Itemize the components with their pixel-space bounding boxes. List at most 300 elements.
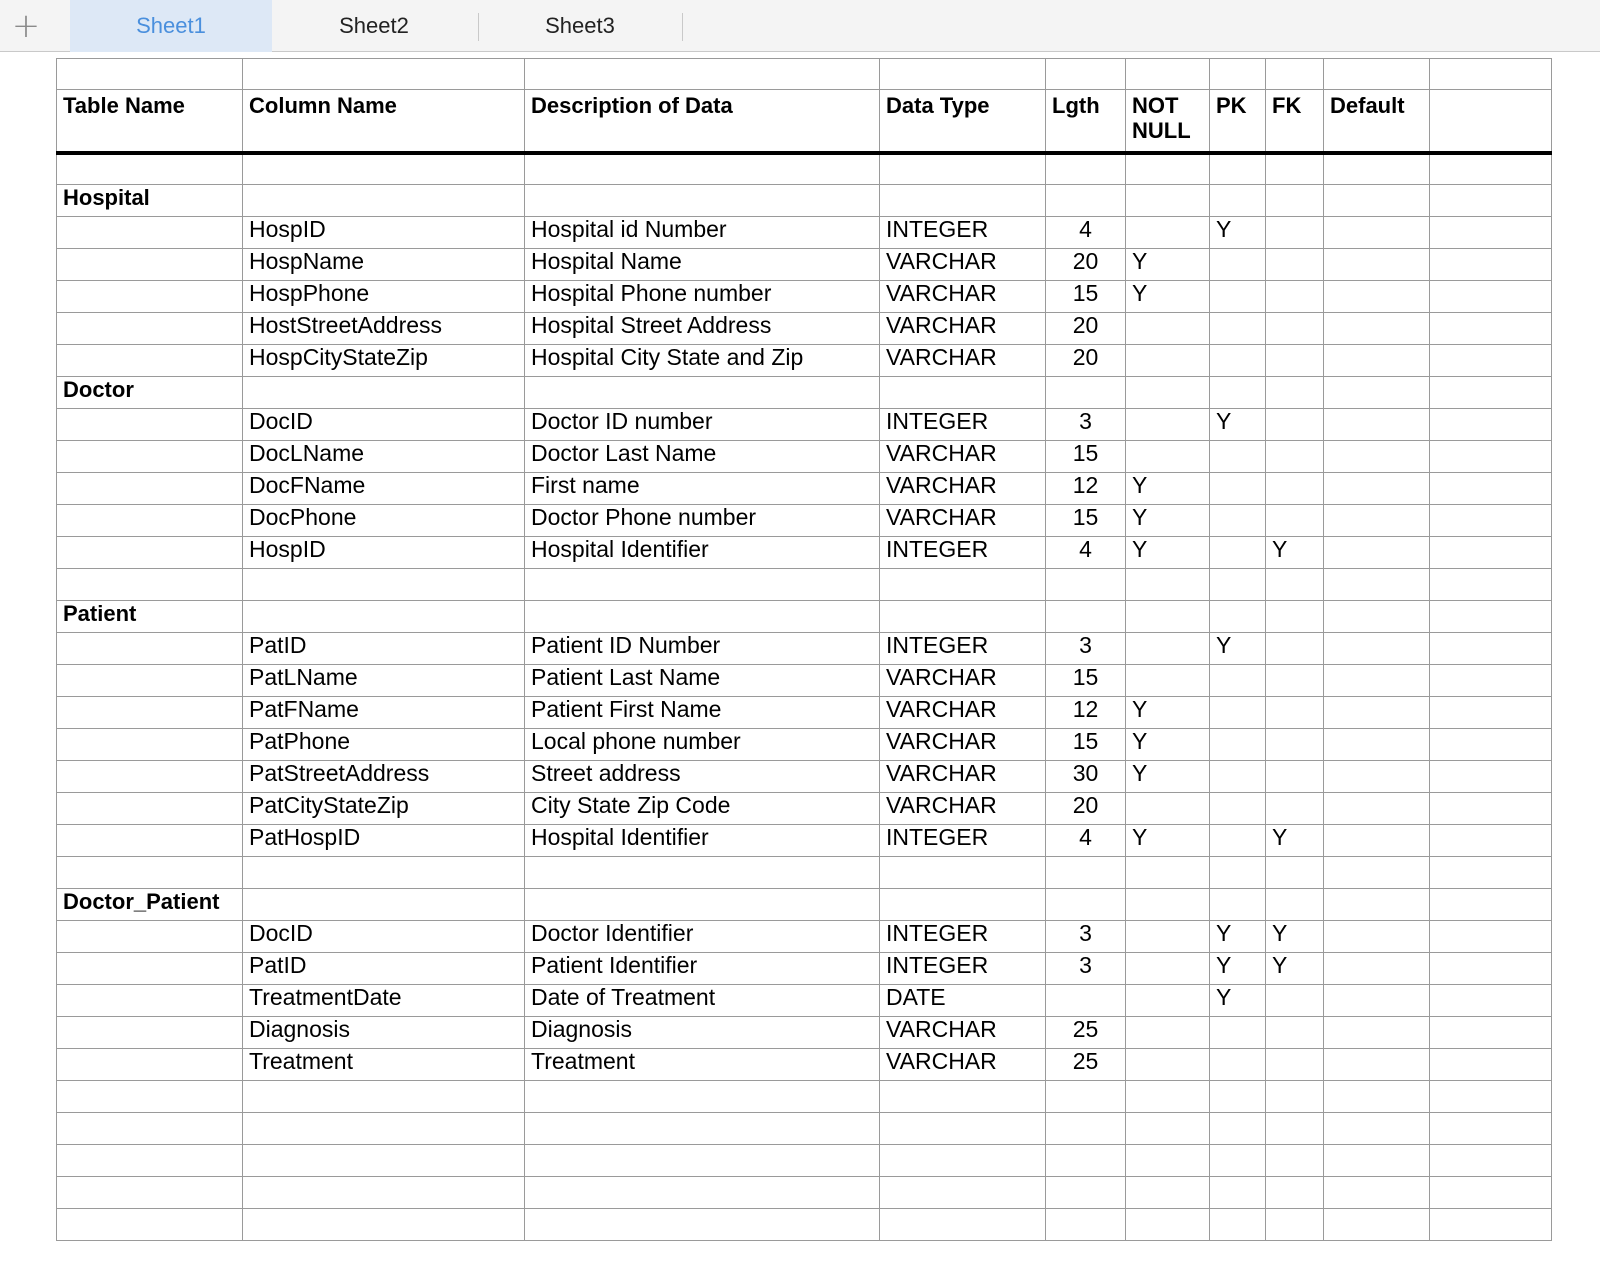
length-cell[interactable]: 20 [1046, 313, 1126, 345]
length-cell[interactable] [1046, 1177, 1126, 1209]
table-name-cell[interactable] [57, 665, 243, 697]
description-cell[interactable]: Hospital Identifier [525, 537, 880, 569]
not-null-cell[interactable] [1126, 1177, 1210, 1209]
pk-cell[interactable] [1210, 1113, 1266, 1145]
pk-cell[interactable] [1210, 697, 1266, 729]
length-cell[interactable] [1046, 1145, 1126, 1177]
default-cell[interactable] [1324, 153, 1430, 185]
length-cell[interactable]: 12 [1046, 697, 1126, 729]
description-cell[interactable]: Doctor Last Name [525, 441, 880, 473]
pk-cell[interactable] [1210, 665, 1266, 697]
column-name-cell[interactable] [243, 889, 525, 921]
pk-cell[interactable] [1210, 313, 1266, 345]
data-type-cell[interactable] [880, 1145, 1046, 1177]
default-cell[interactable] [1324, 569, 1430, 601]
fk-cell[interactable] [1266, 313, 1324, 345]
not-null-cell[interactable] [1126, 185, 1210, 217]
data-type-cell[interactable] [880, 1113, 1046, 1145]
data-type-cell[interactable]: VARCHAR [880, 313, 1046, 345]
length-cell[interactable]: 3 [1046, 633, 1126, 665]
not-null-cell[interactable]: Y [1126, 761, 1210, 793]
length-cell[interactable]: 20 [1046, 793, 1126, 825]
table-name-cell[interactable] [57, 217, 243, 249]
fk-cell[interactable] [1266, 441, 1324, 473]
length-cell[interactable]: 4 [1046, 537, 1126, 569]
table-name-cell[interactable] [57, 441, 243, 473]
data-type-cell[interactable]: VARCHAR [880, 761, 1046, 793]
description-cell[interactable]: Patient ID Number [525, 633, 880, 665]
length-cell[interactable]: 4 [1046, 825, 1126, 857]
header-not-null[interactable]: NOT NULL [1126, 90, 1210, 153]
not-null-cell[interactable] [1126, 217, 1210, 249]
pk-cell[interactable] [1210, 377, 1266, 409]
not-null-cell[interactable] [1126, 313, 1210, 345]
not-null-cell[interactable] [1126, 985, 1210, 1017]
default-cell[interactable] [1324, 345, 1430, 377]
fk-cell[interactable] [1266, 729, 1324, 761]
pk-cell[interactable] [1210, 601, 1266, 633]
description-cell[interactable] [525, 857, 880, 889]
table-name-cell[interactable] [57, 1209, 243, 1241]
column-name-cell[interactable]: HostStreetAddress [243, 313, 525, 345]
not-null-cell[interactable] [1126, 889, 1210, 921]
description-cell[interactable]: Hospital id Number [525, 217, 880, 249]
length-cell[interactable]: 25 [1046, 1017, 1126, 1049]
pk-cell[interactable]: Y [1210, 217, 1266, 249]
fk-cell[interactable] [1266, 409, 1324, 441]
pk-cell[interactable] [1210, 857, 1266, 889]
table-name-cell[interactable] [57, 1049, 243, 1081]
fk-cell[interactable] [1266, 793, 1324, 825]
data-type-cell[interactable] [880, 601, 1046, 633]
not-null-cell[interactable]: Y [1126, 473, 1210, 505]
extra-cell[interactable] [1430, 153, 1552, 185]
default-cell[interactable] [1324, 1049, 1430, 1081]
column-name-cell[interactable]: Diagnosis [243, 1017, 525, 1049]
table-name-cell[interactable] [57, 729, 243, 761]
fk-cell[interactable] [1266, 633, 1324, 665]
column-name-cell[interactable] [243, 1081, 525, 1113]
extra-cell[interactable] [1430, 473, 1552, 505]
default-cell[interactable] [1324, 1145, 1430, 1177]
default-cell[interactable] [1324, 441, 1430, 473]
data-type-cell[interactable] [880, 857, 1046, 889]
column-name-cell[interactable] [243, 1209, 525, 1241]
length-cell[interactable]: 12 [1046, 473, 1126, 505]
description-cell[interactable]: Patient Identifier [525, 953, 880, 985]
fk-cell[interactable] [1266, 473, 1324, 505]
extra-cell[interactable] [1430, 985, 1552, 1017]
pk-cell[interactable] [1210, 441, 1266, 473]
length-cell[interactable]: 30 [1046, 761, 1126, 793]
description-cell[interactable] [525, 377, 880, 409]
fk-cell[interactable]: Y [1266, 825, 1324, 857]
data-type-cell[interactable] [880, 569, 1046, 601]
extra-cell[interactable] [1430, 761, 1552, 793]
table-name-cell[interactable] [57, 569, 243, 601]
column-name-cell[interactable]: PatLName [243, 665, 525, 697]
extra-cell[interactable] [1430, 313, 1552, 345]
column-name-cell[interactable] [243, 857, 525, 889]
default-cell[interactable] [1324, 985, 1430, 1017]
header-pk[interactable]: PK [1210, 90, 1266, 153]
cell[interactable] [1046, 59, 1126, 90]
data-type-cell[interactable]: VARCHAR [880, 665, 1046, 697]
data-type-cell[interactable]: VARCHAR [880, 345, 1046, 377]
fk-cell[interactable] [1266, 1049, 1324, 1081]
column-name-cell[interactable]: PatCityStateZip [243, 793, 525, 825]
extra-cell[interactable] [1430, 729, 1552, 761]
extra-cell[interactable] [1430, 217, 1552, 249]
length-cell[interactable]: 15 [1046, 665, 1126, 697]
data-type-cell[interactable] [880, 377, 1046, 409]
description-cell[interactable]: Date of Treatment [525, 985, 880, 1017]
table-name-cell[interactable]: Doctor [57, 377, 243, 409]
default-cell[interactable] [1324, 889, 1430, 921]
table-name-cell[interactable] [57, 345, 243, 377]
fk-cell[interactable] [1266, 281, 1324, 313]
pk-cell[interactable] [1210, 1145, 1266, 1177]
fk-cell[interactable] [1266, 889, 1324, 921]
extra-cell[interactable] [1430, 633, 1552, 665]
cell[interactable] [1430, 59, 1552, 90]
pk-cell[interactable] [1210, 1209, 1266, 1241]
column-name-cell[interactable]: DocFName [243, 473, 525, 505]
data-type-cell[interactable]: INTEGER [880, 953, 1046, 985]
data-type-cell[interactable]: INTEGER [880, 633, 1046, 665]
column-name-cell[interactable] [243, 185, 525, 217]
fk-cell[interactable] [1266, 1209, 1324, 1241]
default-cell[interactable] [1324, 377, 1430, 409]
fk-cell[interactable] [1266, 601, 1324, 633]
description-cell[interactable]: Hospital Name [525, 249, 880, 281]
extra-cell[interactable] [1430, 409, 1552, 441]
table-name-cell[interactable] [57, 249, 243, 281]
pk-cell[interactable] [1210, 537, 1266, 569]
length-cell[interactable] [1046, 1113, 1126, 1145]
description-cell[interactable]: Hospital Identifier [525, 825, 880, 857]
table-name-cell[interactable] [57, 1081, 243, 1113]
not-null-cell[interactable]: Y [1126, 281, 1210, 313]
fk-cell[interactable] [1266, 185, 1324, 217]
pk-cell[interactable] [1210, 889, 1266, 921]
fk-cell[interactable] [1266, 1113, 1324, 1145]
not-null-cell[interactable]: Y [1126, 537, 1210, 569]
description-cell[interactable]: Diagnosis [525, 1017, 880, 1049]
data-type-cell[interactable] [880, 153, 1046, 185]
not-null-cell[interactable]: Y [1126, 505, 1210, 537]
pk-cell[interactable] [1210, 1177, 1266, 1209]
description-cell[interactable]: Patient Last Name [525, 665, 880, 697]
data-type-cell[interactable]: INTEGER [880, 825, 1046, 857]
default-cell[interactable] [1324, 601, 1430, 633]
data-type-cell[interactable] [880, 1177, 1046, 1209]
data-type-cell[interactable]: VARCHAR [880, 505, 1046, 537]
length-cell[interactable] [1046, 857, 1126, 889]
description-cell[interactable] [525, 601, 880, 633]
tab-sheet2[interactable]: Sheet2 [339, 13, 409, 38]
table-name-cell[interactable] [57, 313, 243, 345]
column-name-cell[interactable]: HospPhone [243, 281, 525, 313]
cell[interactable] [1210, 59, 1266, 90]
fk-cell[interactable] [1266, 761, 1324, 793]
table-name-cell[interactable]: Hospital [57, 185, 243, 217]
description-cell[interactable] [525, 1081, 880, 1113]
not-null-cell[interactable] [1126, 665, 1210, 697]
data-type-cell[interactable] [880, 185, 1046, 217]
length-cell[interactable]: 15 [1046, 729, 1126, 761]
default-cell[interactable] [1324, 313, 1430, 345]
data-type-cell[interactable]: INTEGER [880, 409, 1046, 441]
description-cell[interactable] [525, 1177, 880, 1209]
description-cell[interactable] [525, 185, 880, 217]
extra-cell[interactable] [1430, 665, 1552, 697]
pk-cell[interactable] [1210, 793, 1266, 825]
header-data-type[interactable]: Data Type [880, 90, 1046, 153]
not-null-cell[interactable] [1126, 793, 1210, 825]
fk-cell[interactable] [1266, 217, 1324, 249]
column-name-cell[interactable]: HospID [243, 217, 525, 249]
column-name-cell[interactable]: DocID [243, 921, 525, 953]
description-cell[interactable] [525, 569, 880, 601]
cell[interactable] [1126, 59, 1210, 90]
default-cell[interactable] [1324, 1209, 1430, 1241]
table-name-cell[interactable] [57, 761, 243, 793]
not-null-cell[interactable] [1126, 1049, 1210, 1081]
default-cell[interactable] [1324, 1017, 1430, 1049]
pk-cell[interactable] [1210, 505, 1266, 537]
length-cell[interactable] [1046, 153, 1126, 185]
description-cell[interactable]: Local phone number [525, 729, 880, 761]
tab-sheet3[interactable]: Sheet3 [545, 13, 615, 38]
fk-cell[interactable] [1266, 665, 1324, 697]
extra-cell[interactable] [1430, 921, 1552, 953]
description-cell[interactable]: Doctor ID number [525, 409, 880, 441]
not-null-cell[interactable] [1126, 1145, 1210, 1177]
cell[interactable] [880, 59, 1046, 90]
fk-cell[interactable]: Y [1266, 921, 1324, 953]
table-name-cell[interactable]: Patient [57, 601, 243, 633]
table-name-cell[interactable] [57, 153, 243, 185]
length-cell[interactable]: 3 [1046, 921, 1126, 953]
header-table-name[interactable]: Table Name [57, 90, 243, 153]
data-type-cell[interactable]: VARCHAR [880, 281, 1046, 313]
pk-cell[interactable] [1210, 185, 1266, 217]
default-cell[interactable] [1324, 217, 1430, 249]
extra-cell[interactable] [1430, 345, 1552, 377]
pk-cell[interactable] [1210, 761, 1266, 793]
default-cell[interactable] [1324, 825, 1430, 857]
column-name-cell[interactable]: HospName [243, 249, 525, 281]
table-name-cell[interactable] [57, 1113, 243, 1145]
fk-cell[interactable] [1266, 857, 1324, 889]
column-name-cell[interactable]: PatHospID [243, 825, 525, 857]
header-column-name[interactable]: Column Name [243, 90, 525, 153]
column-name-cell[interactable]: DocPhone [243, 505, 525, 537]
fk-cell[interactable] [1266, 505, 1324, 537]
fk-cell[interactable] [1266, 1177, 1324, 1209]
pk-cell[interactable]: Y [1210, 953, 1266, 985]
extra-cell[interactable] [1430, 1145, 1552, 1177]
extra-cell[interactable] [1430, 1113, 1552, 1145]
table-name-cell[interactable] [57, 1177, 243, 1209]
length-cell[interactable]: 25 [1046, 1049, 1126, 1081]
column-name-cell[interactable]: DocID [243, 409, 525, 441]
header-description[interactable]: Description of Data [525, 90, 880, 153]
length-cell[interactable]: 3 [1046, 409, 1126, 441]
length-cell[interactable] [1046, 889, 1126, 921]
table-name-cell[interactable] [57, 857, 243, 889]
fk-cell[interactable]: Y [1266, 953, 1324, 985]
column-name-cell[interactable] [243, 569, 525, 601]
table-name-cell[interactable] [57, 1017, 243, 1049]
default-cell[interactable] [1324, 281, 1430, 313]
not-null-cell[interactable] [1126, 601, 1210, 633]
default-cell[interactable] [1324, 1113, 1430, 1145]
length-cell[interactable] [1046, 1081, 1126, 1113]
fk-cell[interactable] [1266, 985, 1324, 1017]
pk-cell[interactable] [1210, 569, 1266, 601]
extra-cell[interactable] [1430, 889, 1552, 921]
extra-cell[interactable] [1430, 569, 1552, 601]
default-cell[interactable] [1324, 185, 1430, 217]
not-null-cell[interactable]: Y [1126, 697, 1210, 729]
header-empty[interactable] [1430, 90, 1552, 153]
not-null-cell[interactable] [1126, 1209, 1210, 1241]
data-type-cell[interactable]: VARCHAR [880, 441, 1046, 473]
description-cell[interactable]: Patient First Name [525, 697, 880, 729]
cell[interactable] [57, 59, 243, 90]
column-name-cell[interactable] [243, 1145, 525, 1177]
header-length[interactable]: Lgth [1046, 90, 1126, 153]
pk-cell[interactable]: Y [1210, 633, 1266, 665]
pk-cell[interactable]: Y [1210, 409, 1266, 441]
pk-cell[interactable] [1210, 153, 1266, 185]
pk-cell[interactable] [1210, 249, 1266, 281]
column-name-cell[interactable]: Treatment [243, 1049, 525, 1081]
not-null-cell[interactable] [1126, 953, 1210, 985]
extra-cell[interactable] [1430, 249, 1552, 281]
extra-cell[interactable] [1430, 537, 1552, 569]
pk-cell[interactable] [1210, 281, 1266, 313]
fk-cell[interactable] [1266, 345, 1324, 377]
length-cell[interactable] [1046, 569, 1126, 601]
not-null-cell[interactable] [1126, 633, 1210, 665]
header-default[interactable]: Default [1324, 90, 1430, 153]
data-type-cell[interactable]: VARCHAR [880, 473, 1046, 505]
pk-cell[interactable] [1210, 345, 1266, 377]
extra-cell[interactable] [1430, 697, 1552, 729]
extra-cell[interactable] [1430, 1017, 1552, 1049]
not-null-cell[interactable] [1126, 857, 1210, 889]
column-name-cell[interactable]: PatFName [243, 697, 525, 729]
description-cell[interactable]: Doctor Phone number [525, 505, 880, 537]
fk-cell[interactable] [1266, 153, 1324, 185]
data-type-cell[interactable]: VARCHAR [880, 249, 1046, 281]
table-name-cell[interactable] [57, 473, 243, 505]
column-name-cell[interactable] [243, 153, 525, 185]
data-type-cell[interactable]: INTEGER [880, 217, 1046, 249]
description-cell[interactable]: Hospital City State and Zip [525, 345, 880, 377]
description-cell[interactable]: Doctor Identifier [525, 921, 880, 953]
length-cell[interactable]: 4 [1046, 217, 1126, 249]
not-null-cell[interactable] [1126, 409, 1210, 441]
extra-cell[interactable] [1430, 185, 1552, 217]
default-cell[interactable] [1324, 1177, 1430, 1209]
default-cell[interactable] [1324, 249, 1430, 281]
column-name-cell[interactable]: HospCityStateZip [243, 345, 525, 377]
cell[interactable] [1324, 59, 1430, 90]
column-name-cell[interactable] [243, 601, 525, 633]
description-cell[interactable] [525, 1113, 880, 1145]
data-type-cell[interactable]: INTEGER [880, 921, 1046, 953]
length-cell[interactable] [1046, 1209, 1126, 1241]
not-null-cell[interactable] [1126, 1081, 1210, 1113]
fk-cell[interactable] [1266, 569, 1324, 601]
column-name-cell[interactable] [243, 377, 525, 409]
pk-cell[interactable] [1210, 729, 1266, 761]
not-null-cell[interactable]: Y [1126, 249, 1210, 281]
fk-cell[interactable] [1266, 697, 1324, 729]
tab-sheet1[interactable]: Sheet1 [70, 0, 272, 52]
default-cell[interactable] [1324, 1081, 1430, 1113]
pk-cell[interactable]: Y [1210, 921, 1266, 953]
add-sheet-button[interactable] [0, 0, 52, 52]
pk-cell[interactable]: Y [1210, 985, 1266, 1017]
column-name-cell[interactable] [243, 1113, 525, 1145]
data-type-cell[interactable] [880, 1209, 1046, 1241]
column-name-cell[interactable]: PatID [243, 953, 525, 985]
data-type-cell[interactable]: VARCHAR [880, 793, 1046, 825]
not-null-cell[interactable] [1126, 345, 1210, 377]
description-cell[interactable]: First name [525, 473, 880, 505]
column-name-cell[interactable]: PatStreetAddress [243, 761, 525, 793]
length-cell[interactable] [1046, 985, 1126, 1017]
cell[interactable] [1266, 59, 1324, 90]
table-name-cell[interactable] [57, 793, 243, 825]
table-name-cell[interactable] [57, 825, 243, 857]
extra-cell[interactable] [1430, 601, 1552, 633]
cell[interactable] [243, 59, 525, 90]
not-null-cell[interactable] [1126, 921, 1210, 953]
column-name-cell[interactable] [243, 1177, 525, 1209]
data-type-cell[interactable] [880, 889, 1046, 921]
extra-cell[interactable] [1430, 281, 1552, 313]
not-null-cell[interactable] [1126, 1017, 1210, 1049]
default-cell[interactable] [1324, 761, 1430, 793]
description-cell[interactable]: Treatment [525, 1049, 880, 1081]
pk-cell[interactable] [1210, 1049, 1266, 1081]
pk-cell[interactable] [1210, 1017, 1266, 1049]
default-cell[interactable] [1324, 473, 1430, 505]
fk-cell[interactable] [1266, 249, 1324, 281]
length-cell[interactable]: 15 [1046, 505, 1126, 537]
fk-cell[interactable] [1266, 1081, 1324, 1113]
data-type-cell[interactable]: INTEGER [880, 537, 1046, 569]
not-null-cell[interactable] [1126, 569, 1210, 601]
table-name-cell[interactable] [57, 921, 243, 953]
table-name-cell[interactable] [57, 985, 243, 1017]
table-name-cell[interactable] [57, 281, 243, 313]
not-null-cell[interactable] [1126, 153, 1210, 185]
description-cell[interactable]: Hospital Street Address [525, 313, 880, 345]
extra-cell[interactable] [1430, 1049, 1552, 1081]
table-name-cell[interactable] [57, 505, 243, 537]
default-cell[interactable] [1324, 857, 1430, 889]
fk-cell[interactable] [1266, 1145, 1324, 1177]
default-cell[interactable] [1324, 409, 1430, 441]
default-cell[interactable] [1324, 665, 1430, 697]
